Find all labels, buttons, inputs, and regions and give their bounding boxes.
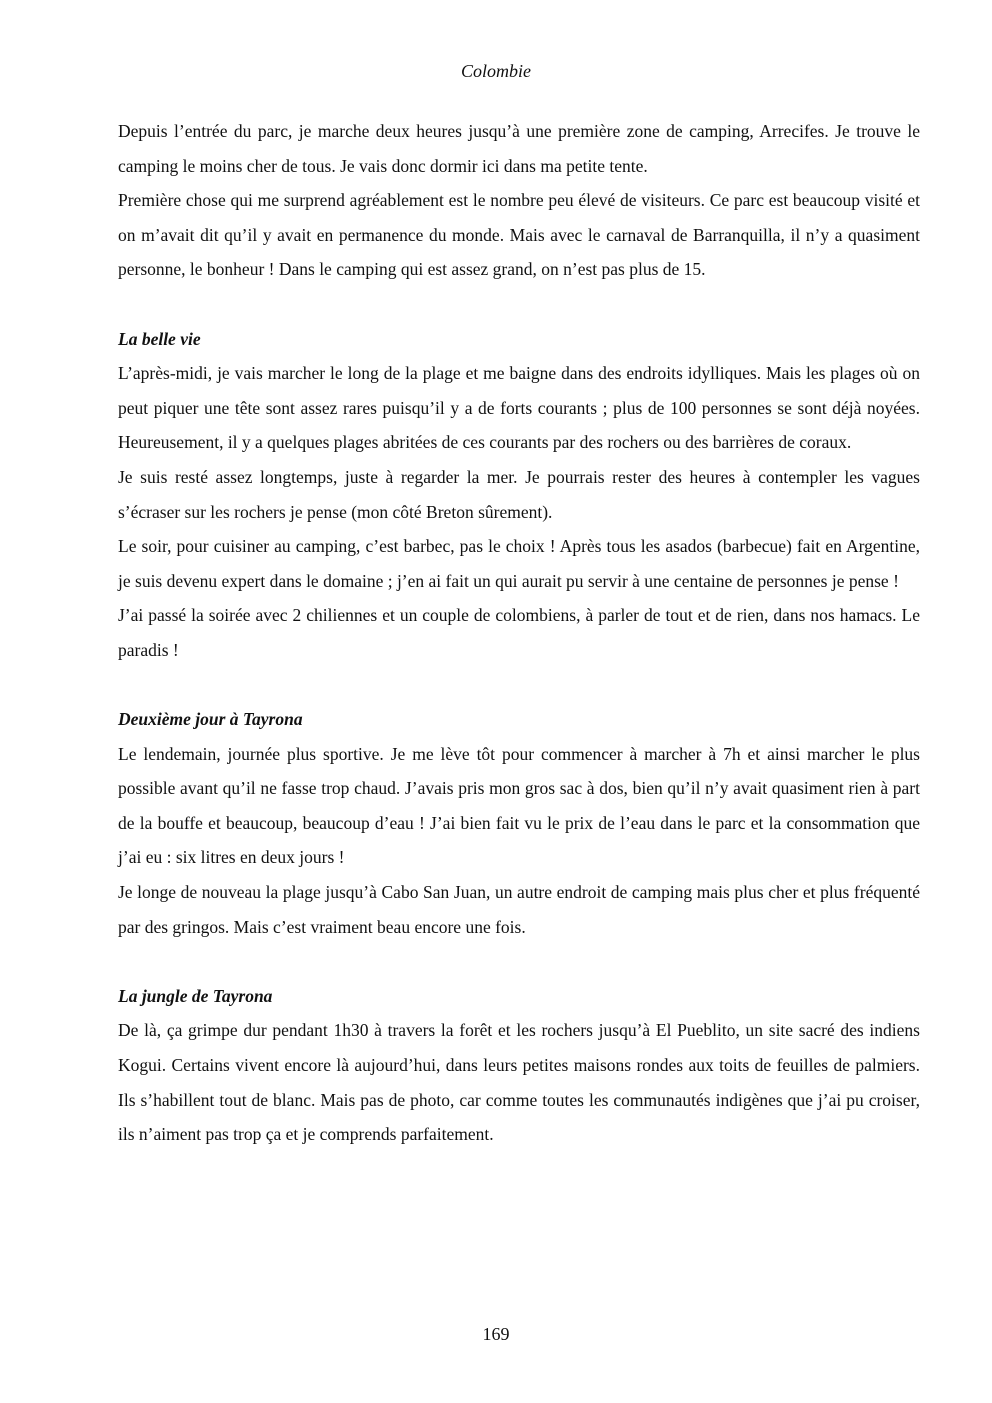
body-paragraph: Je longe de nouveau la plage jusqu’à Cabo San Juan, un autre endroit de camping mais plus cher et plus fréquenté par des gringos. Mais c’est vraiment beau encore une fois. — [118, 882, 920, 937]
section-heading: La belle vie — [118, 328, 201, 349]
section-heading: Deuxième jour à Tayrona — [118, 709, 303, 730]
intro-paragraph: Depuis l’entrée du parc, je marche deux heures jusqu’à une première zone de camping, Arrecifes. Je trouve le camping le moins cher de tous. Je vais donc dormir ici dans ma petite tente. — [118, 121, 920, 176]
page-body — [118, 114, 920, 1152]
body-paragraph: De là, ça grimpe dur pendant 1h30 à travers la forêt et les rochers jusqu’à El Pueblito, un site sacré des indiens Kogui. Certains vivent encore là aujourd’hui, dans leurs petites maisons rondes aux toits de feuilles de palmiers. Ils s’habillent tout de blanc. Mais pas de photo, car comme toutes les communautés indigènes que j’ai pu croiser, ils n’aiment pas trop ça et je comprends parfaitement. — [118, 1020, 920, 1145]
body-paragraph: Le soir, pour cuisiner au camping, c’est barbec, pas le choix ! Après tous les asados (barbecue) fait en Argentine, je suis devenu expert dans le domaine ; j’en ai fait un qui aurait pu servir à une centaine de personnes je pense ! — [118, 536, 920, 591]
body-paragraph: L’après-midi, je vais marcher le long de la plage et me baigne dans des endroits idylliques. Mais les plages où on peut piquer une tête sont assez rares puisqu’il y a de forts courants ; plus de 100 personnes se sont déjà noyées. Heureusement, il y a quelques plages abritées de ces courants par des rochers ou des barrières de coraux. — [118, 363, 920, 453]
section-heading: La jungle de Tayrona — [118, 985, 273, 1006]
intro-paragraph: Première chose qui me surprend agréablement est le nombre peu élevé de visiteurs. Ce parc est beaucoup visité et on m’avait dit qu’il y avait en permanence du monde. Mais avec le carnaval de Barranquilla, il n’y a quasiment personne, le bonheur ! Dans le camping qui est assez grand, on n’est pas plus de 15. — [118, 190, 920, 280]
page-number: 169 — [482, 1324, 510, 1344]
body-paragraph: J’ai passé la soirée avec 2 chiliennes et un couple de colombiens, à parler de tout et de rien, dans nos hamacs. Le paradis ! — [118, 605, 920, 660]
running-header: Colombie — [461, 61, 531, 81]
body-paragraph: Je suis resté assez longtemps, juste à regarder la mer. Je pourrais rester des heures à contempler les vagues s’écraser sur les rochers je pense (mon côté Breton sûrement). — [118, 466, 920, 522]
body-paragraph: Le lendemain, journée plus sportive. Je me lève tôt pour commencer à marcher à 7h et ainsi marcher le plus possible avant qu’il ne fasse trop chaud. J’avais pris mon gros sac à dos, bien qu’il n’y avait quasiment rien à part de la bouffe et beaucoup, beaucoup d’eau ! J’ai bien fait vu le prix de l’eau dans le parc et la consommation que j’ai eu : six litres en deux jours ! — [118, 743, 920, 868]
